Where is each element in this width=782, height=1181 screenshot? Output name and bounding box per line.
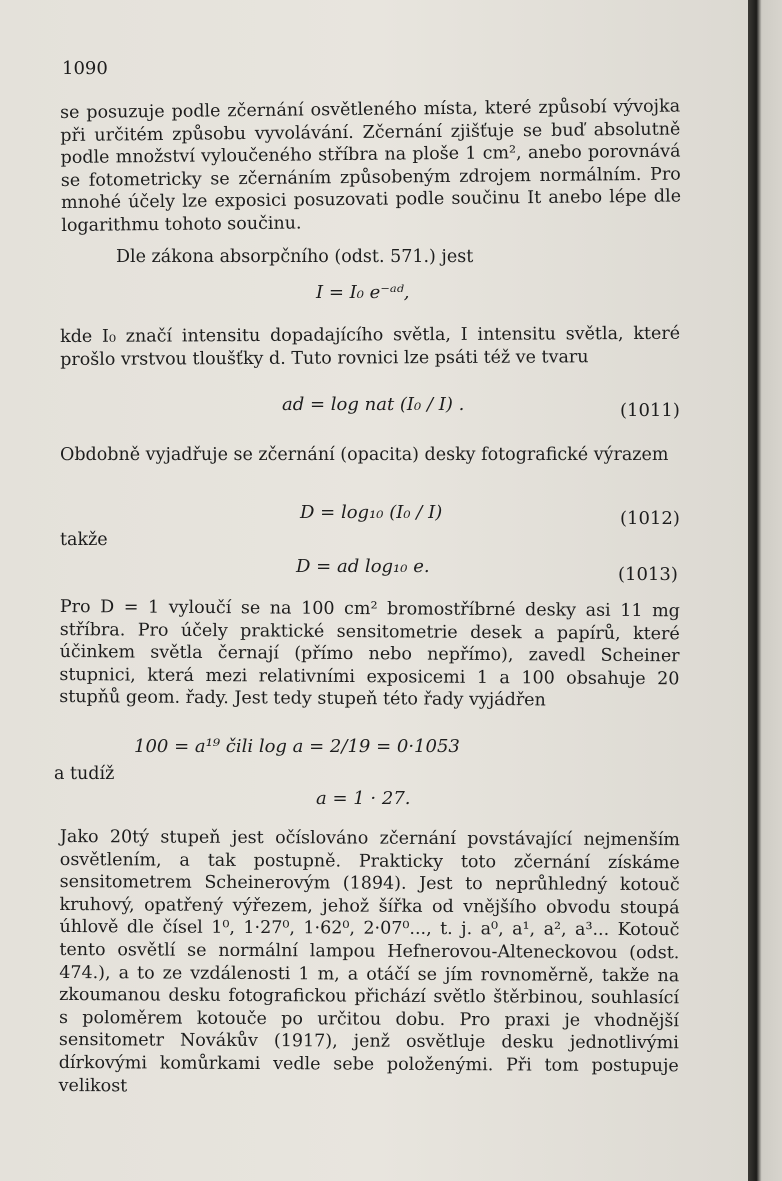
paragraph-1: se posuzuje podle zčernání osvětleného místa, které způsobí vývojka při určitém způsobu vyvolávání. Zčernání zjišťuje se buď absolutně podle množství vyloučeného stříbra na ploše 1 cm², anebo porovnává se fotometricky se zčernáním způsobeným zdrojem normálním. Pro mnohé účely lze exposici posuzovati podle součinu It anebo lépe dle logarithmu tohoto součinu.: [60, 96, 682, 236]
equation-a-value: a = 1 · 27.: [316, 788, 411, 809]
paragraph-5: Pro D = 1 vyloučí se na 100 cm² bromostříbrné desky asi 11 mg stříbra. Pro účely praktické sensitometrie desek a papírů, které účinkem světla černají (přímo nebo nepřímo), zavedl Scheiner stupnici, která mezi relativními exposicemi 1 a 100 obsahuje 20 stupňů geom. řady. Jest tedy stupeň této řady vyjádřen: [59, 597, 680, 711]
equation-scheiner-ratio: 100 = a¹⁹ čili log a = 2/19 = 0·1053: [134, 736, 460, 757]
label-a-tudiz: a tudíž: [54, 764, 115, 784]
paragraph-2: Dle zákona absorpčního (odst. 571.) jest: [116, 247, 474, 267]
equation-number-1011: (1011): [620, 400, 680, 421]
equation-1013: D = ad log₁₀ e.: [296, 556, 430, 577]
equation-number-1012: (1012): [620, 508, 680, 529]
equation-1011: ad = log nat (I₀ / I) .: [282, 394, 465, 415]
label-takze: takže: [60, 530, 108, 550]
page-number: 1090: [62, 58, 108, 79]
book-gutter: [748, 0, 782, 1181]
equation-number-1013: (1013): [618, 564, 678, 585]
equation-1012: D = log₁₀ (I₀ / I): [300, 502, 443, 523]
paragraph-3: kde I₀ značí intensitu dopadajícího světla, I intensitu světla, které prošlo vrstvou tloušťky d. Tuto rovnici lze psáti též ve tvaru: [60, 323, 681, 370]
paragraph-6: Jako 20tý stupeň jest očíslováno zčernání povstávající nejmenším osvětlením, a tak postupně. Prakticky toto zčernání získáme sensitometrem Scheinerovým (1894). Jest to neprůhledný kotouč kruhový, opatřený výřezem, jehož šířka od vnějšího obvodu stoupá úhlově dle čísel 1⁰, 1·27⁰, 1·62⁰, 2·07⁰..., t. j. a⁰, a¹, a², a³... Kotouč tento osvětlí se normální lampou Hefnerovou-Alteneckovou (odst. 474.), a to ze vzdálenosti 1 m, a otáčí se jím rovnoměrně, takže na zkoumanou desku fotografickou přichází světlo štěrbinou, souhlasící s poloměrem kotouče po určitou dobu. Pro praxi je vhodnější sensitometr Novákův (1917), jenž osvětluje desku jednotlivými dírkovými komůrkami vedle sebe položenými. Při tom postupuje velikost: [58, 827, 680, 1096]
paragraph-4: Obdobně vyjadřuje se zčernání (opacita) desky fotografické výrazem: [60, 445, 669, 465]
equation-absorption: I = I₀ e⁻ᵃᵈ,: [316, 282, 410, 303]
